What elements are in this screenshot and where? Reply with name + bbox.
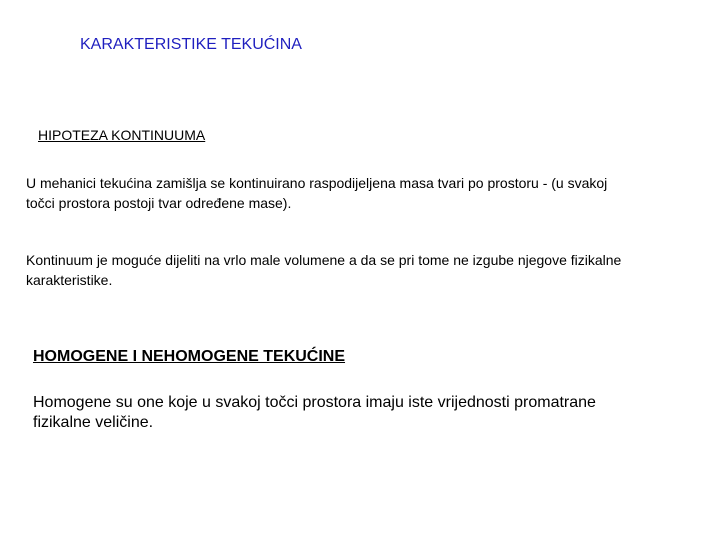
slide-title: KARAKTERISTIKE TEKUĆINA (80, 36, 302, 53)
section-heading-continuum-hypothesis: HIPOTEZA KONTINUUMA (38, 127, 206, 143)
paragraph-line: fizikalne veličine. (33, 414, 154, 431)
paragraph-line: Kontinuum je moguće dijeliti na vrlo male volumene a da se pri tome ne izgube njegove fizikalne (26, 252, 622, 268)
paragraph-line: točci prostora postoji tvar određene mase). (26, 195, 292, 211)
paragraph-homogeneous-definition (33, 393, 713, 433)
paragraph-line: Homogene su one koje u svakoj točci prostora imaju iste vrijednosti promatrane (33, 394, 596, 411)
paragraph-line: karakteristike. (26, 272, 113, 288)
section-heading-homogeneous-fluids: HOMOGENE I NEHOMOGENE TEKUĆINE (33, 348, 346, 365)
paragraph-continuum-definition (26, 173, 716, 213)
paragraph-continuum-divisibility (26, 250, 716, 290)
paragraph-line: U mehanici tekućina zamišlja se kontinuirano raspodijeljena masa tvari po prostoru - (u svakoj (26, 175, 608, 191)
